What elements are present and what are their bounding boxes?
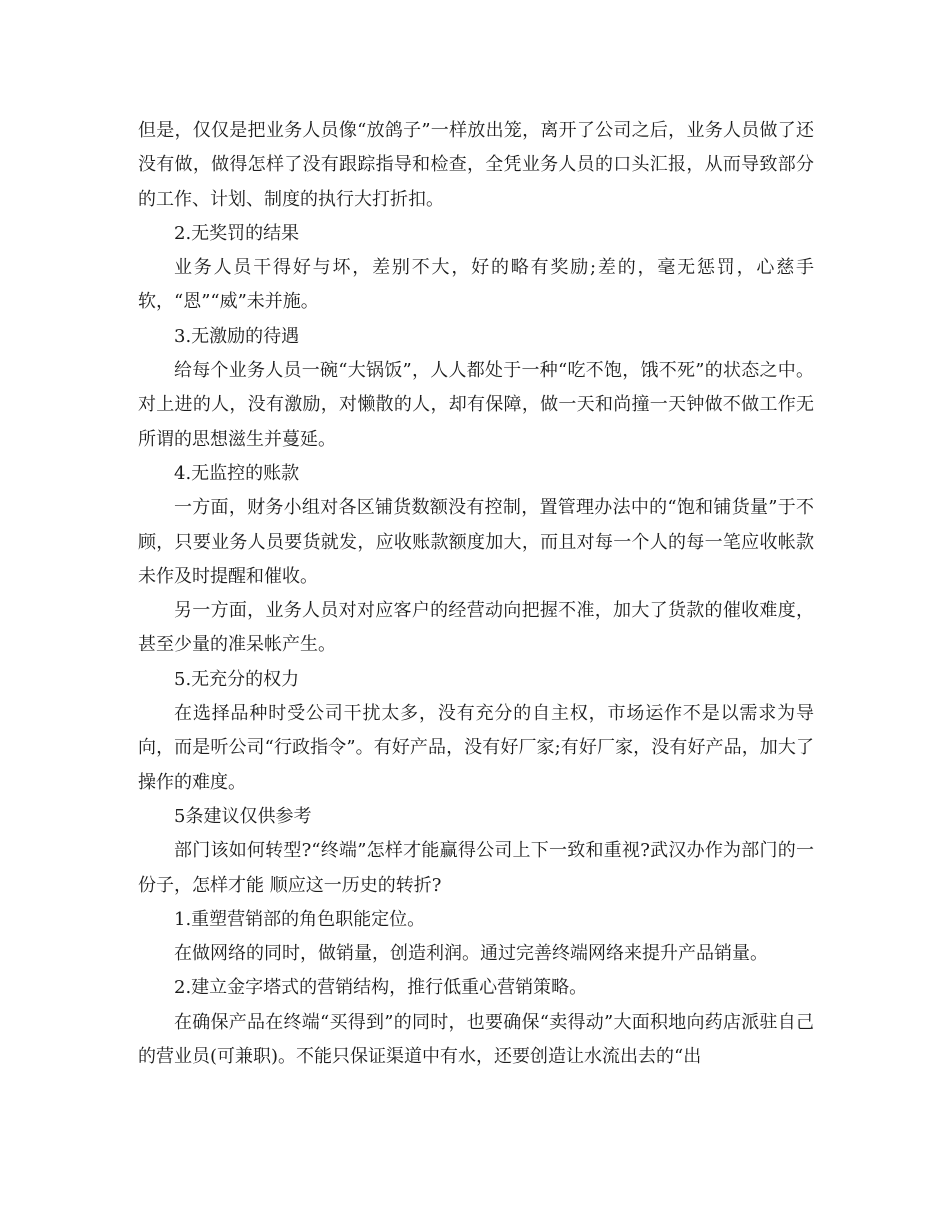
section-heading: 5.无充分的权力 <box>174 668 300 690</box>
paragraph: 在选择品种时受公司干扰太多，没有充分的自主权，市场运作不是以需求为导向，而是听公司“行政指令”。有好产品，没有好厂家;有好厂家，没有好产品，加大了操作的难度。 <box>138 703 814 793</box>
paragraph: 部门该如何转型?“终端”怎样才能赢得公司上下一致和重视?武汉办作为部门的一份子，怎样才能 顺应这一历史的转折? <box>138 840 814 896</box>
paragraph: 一方面，财务小组对各区铺货数额没有控制，置管理办法中的“饱和铺货量”于不顾，只要业务人员要货就发，应收账款额度加大，而且对每一个人的每一笔应收帐款未作及时提醒和催收。 <box>138 497 814 587</box>
paragraph: 业务人员干得好与坏，差别不大，好的略有奖励;差的，毫无惩罚，心慈手软，“恩”“威”未并施。 <box>138 257 814 313</box>
paragraph: 在做网络的同时，做销量，创造利润。通过完善终端网络来提升产品销量。 <box>174 943 768 965</box>
paragraph: 但是，仅仅是把业务人员像“放鸽子”一样放出笼，离开了公司之后，业务人员做了还没有做，做得怎样了没有跟踪指导和检查，全凭业务人员的口头汇报，从而导致部分的工作、计划、制度的执行大打折扣。 <box>138 120 814 210</box>
document-page <box>138 114 814 1074</box>
paragraph: 在确保产品在终端“买得到”的同时，也要确保“卖得动”大面积地向药店派驻自己的营业员(可兼职)。不能只保证渠道中有水，还要创造让水流出去的“出 <box>138 1011 814 1068</box>
paragraph: 另一方面，业务人员对对应客户的经营动向把握不准，加大了货款的催收难度，甚至少量的准呆帐产生。 <box>138 600 814 656</box>
section-heading: 5条建议仅供参考 <box>174 805 312 827</box>
section-heading: 2.无奖罚的结果 <box>174 222 300 244</box>
section-heading: 2.建立金字塔式的营销结构，推行低重心营销策略。 <box>174 977 588 999</box>
section-heading: 3.无激励的待遇 <box>174 325 300 347</box>
section-heading: 4.无监控的账款 <box>174 462 300 484</box>
paragraph: 给每个业务人员一碗“大锅饭”，人人都处于一种“吃不饱，饿不死”的状态之中。对上进的人，没有激励，对懒散的人，却有保障，做一天和尚撞一天钟做不做工作无所谓的思想滋生并蔓延。 <box>138 360 814 450</box>
section-heading: 1.重塑营销部的角色职能定位。 <box>174 908 426 930</box>
